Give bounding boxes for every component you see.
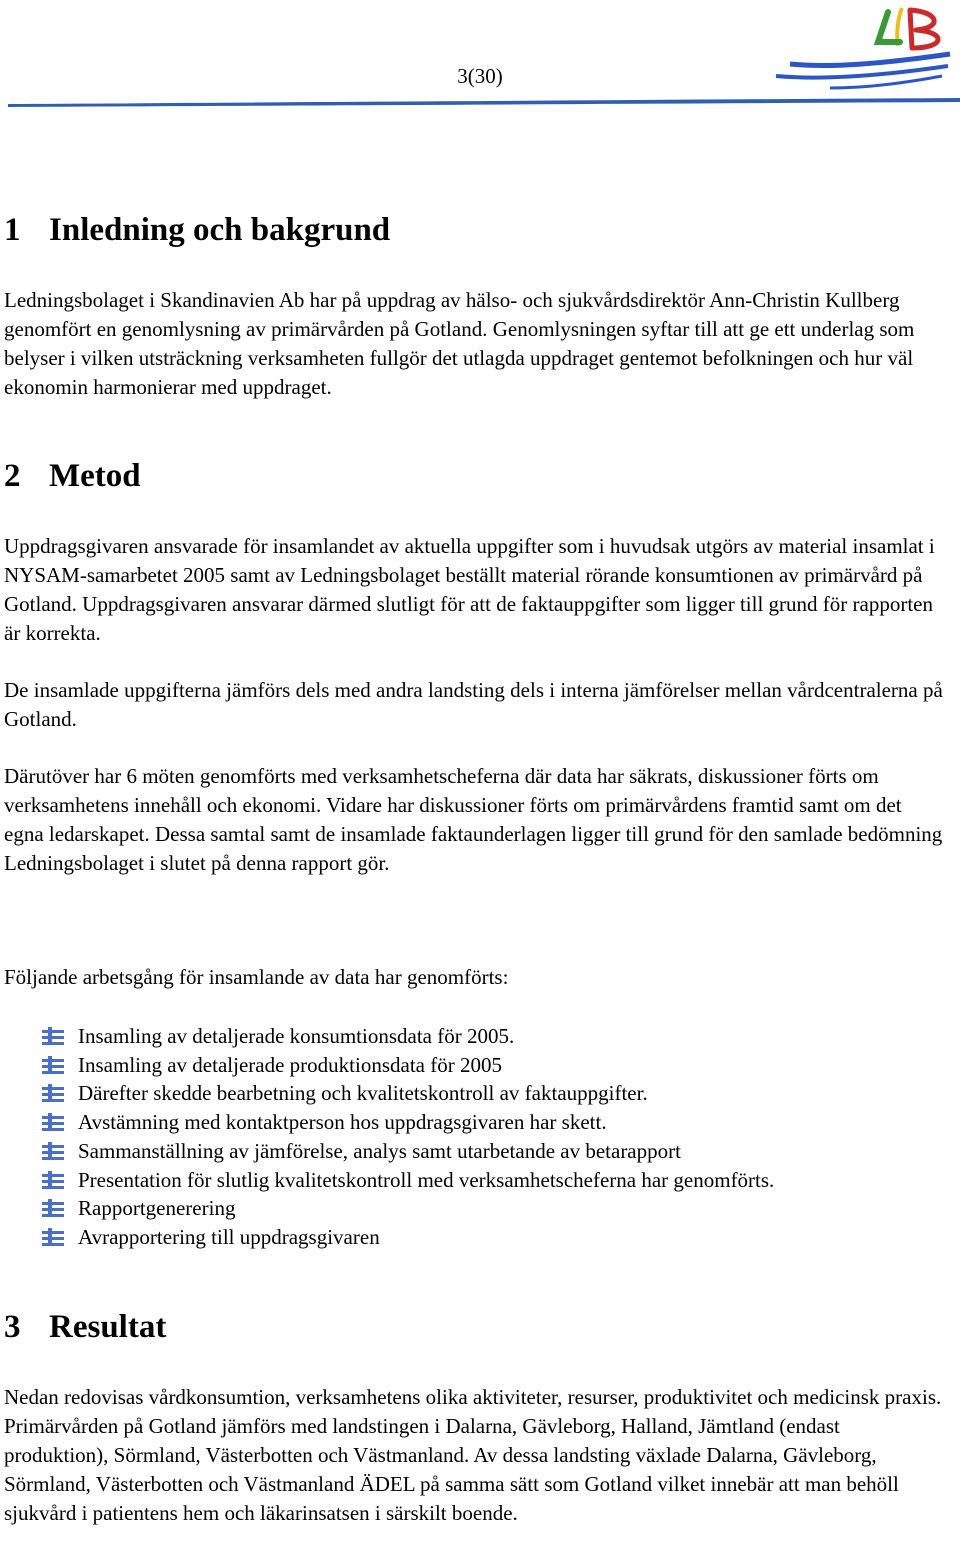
bullet-icon — [42, 1199, 64, 1217]
section-3-number: 3 — [4, 1309, 21, 1345]
section-3-paragraph-1: Nedan redovisas vårdkonsumtion, verksamhetens olika aktiviteter, resurser, produktivitet och medicinsk praxis. Primärvården på Gotland jämförs med landstingen i Dalarna, Gävleborg, Halland, Jämtland (endast produktion), Sörmland, Västerbotten och Västmanland. Av dessa landsting växlade Dalarna, Gävleborg, Sörmland, Västerbotten och Västmanland ÄDEL på samma sätt som Gotland vilket innebär att man behöll sjukvård i patientens hem och läkarinsatsen i särskilt boende. — [4, 1385, 942, 1525]
bullet-icon — [42, 1113, 64, 1131]
header-rule — [8, 96, 960, 108]
list-item: Rapportgenerering — [40, 1194, 774, 1223]
section-2-number: 2 — [4, 458, 21, 494]
method-steps-list — [40, 1022, 774, 1252]
list-item: Därefter skedde bearbetning och kvalitetskontroll av faktauppgifter. — [40, 1079, 774, 1108]
list-item: Sammanställning av jämförelse, analys samt utarbetande av betarapport — [40, 1137, 774, 1166]
section-1-heading — [4, 210, 390, 250]
section-2-paragraph-4: Följande arbetsgång för insamlande av data har genomförts: — [4, 965, 509, 989]
list-item: Insamling av detaljerade produktionsdata för 2005 — [40, 1051, 774, 1080]
section-1-paragraph-1: Ledningsbolaget i Skandinavien Ab har på uppdrag av hälso- och sjukvårdsdirektör Ann-Christin Kullberg genomfört en genomlysning av primärvården på Gotland. Genomlysningen syftar till att ge ett underlag som belyser i vilken utsträckning verksamheten fullgör det utlagda uppdraget gentemot befolkningen och hur väl ekonomin harmonierar med uppdraget. — [4, 288, 915, 399]
section-1-title: Inledning och bakgrund — [49, 212, 391, 248]
bullet-icon — [42, 1228, 64, 1246]
section-2-paragraph-1: Uppdragsgivaren ansvarade för insamlandet av aktuella uppgifter som i huvudsak utgörs av material insamlat i NYSAM-samarbetet 2005 samt av Ledningsbolaget beställt material rörande konsumtionen av primärvård på Gotland. Uppdragsgivaren ansvarar därmed slutligt för att de faktauppgifter som ligger till grund för rapporten är korrekta. — [4, 534, 935, 645]
bullet-icon — [42, 1027, 64, 1045]
section-2-paragraph-2: De insamlade uppgifterna jämförs dels med andra landsting dels i interna jämförelser mellan vårdcentralerna på Gotland. — [4, 678, 943, 731]
list-item: Insamling av detaljerade konsumtionsdata för 2005. — [40, 1022, 774, 1051]
company-logo — [770, 2, 955, 92]
bullet-icon — [42, 1142, 64, 1160]
section-2-paragraph-3: Därutöver har 6 möten genomförts med verksamhetscheferna där data har säkrats, diskussioner förts om verksamhetens innehåll och ekonomi. Vidare har diskussioner förts om primärvårdens framtid samt om det egna ledarskapet. Dessa samtal samt de insamlade faktaunderlagen ligger till grund för den samlade bedömning Ledningsbolaget i slutet på denna rapport gör. — [4, 764, 943, 875]
section-3-heading — [4, 1307, 166, 1347]
section-1-number: 1 — [4, 212, 21, 248]
logo-sail-icon — [776, 8, 950, 88]
bullet-icon — [42, 1171, 64, 1189]
section-3-title: Resultat — [49, 1309, 167, 1345]
bullet-icon — [42, 1084, 64, 1102]
page-number: 3(30) — [457, 64, 503, 88]
section-2-heading — [4, 456, 141, 496]
list-item: Avrapportering till uppdragsgivaren — [40, 1223, 774, 1252]
bullet-icon — [42, 1056, 64, 1074]
list-item: Presentation för slutlig kvalitetskontroll med verksamhetscheferna har genomförts. — [40, 1166, 774, 1195]
list-item: Avstämning med kontaktperson hos uppdragsgivaren har skett. — [40, 1108, 774, 1137]
section-2-title: Metod — [49, 458, 141, 494]
